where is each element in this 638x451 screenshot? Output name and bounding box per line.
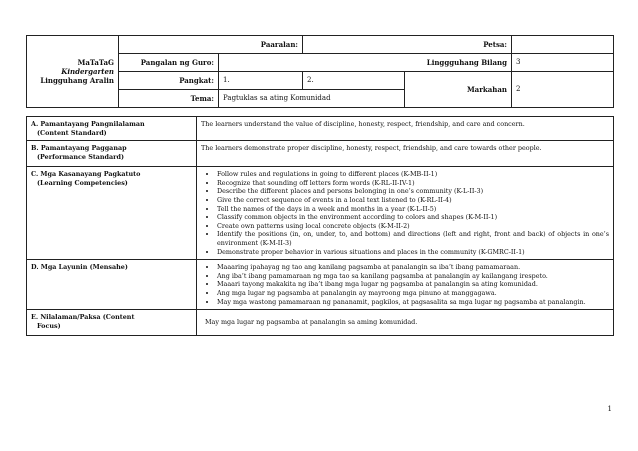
section-c-subtitle: (Learning Competencies) xyxy=(37,178,128,187)
section-a-subtitle: (Content Standard) xyxy=(37,128,107,137)
list-item: • Recognize that sounding off letters form words (K-RL-II-IV-1) xyxy=(217,179,609,188)
section-d-label xyxy=(27,260,197,310)
guro-label: Pangalan ng Guro: xyxy=(119,54,219,72)
section-a-content: The learners understand the value of discipline, honesty, respect, friendship, and care and concern. xyxy=(197,117,614,141)
competencies-list xyxy=(201,170,609,256)
list-item: • Maaari tayong makakita ng iba’t ibang mga lugar ng pagsamba at panalangin sa ating komunidad. xyxy=(217,280,609,289)
lesson-title-cell xyxy=(27,36,119,108)
list-item: • Describe the different places and persons belonging in one’s community (K-L-II-3) xyxy=(217,187,609,196)
petsa-label-text: Petsa: xyxy=(483,40,508,49)
list-item: • Ang iba’t ibang pamamaraan ng mga tao sa kanilang pagsamba at panalangin ay kailangang irespeto. xyxy=(217,272,609,281)
lesson-title-line2: Kindergarten xyxy=(61,67,114,76)
lesson-title-line1: MaTaTaG xyxy=(77,58,114,67)
markahan-label: Markahan xyxy=(405,72,512,108)
list-item: • Tell the names of the days in a week and months in a year (K-L-II-5) xyxy=(217,205,609,214)
bilang-value: 3 xyxy=(512,54,614,72)
section-b-subtitle: (Performance Standard) xyxy=(37,152,125,161)
lesson-content-table xyxy=(26,116,614,336)
list-item: • Maaaring ipahayag ng tao ang kanilang pagsamba at panalangin sa iba’t ibang pamamaraan. xyxy=(217,263,609,272)
list-item: • Ang mga lugar ng pagsamba at panalangin ay mayroong mga pinuno at manggagawa. xyxy=(217,289,609,298)
section-e-content: May mga lugar ng pagsamba at panalangin sa aming komunidad. xyxy=(197,310,614,336)
list-item: • Give the correct sequence of events in a local text listened to (K-RL-II-4) xyxy=(217,196,609,205)
section-d-title: D. Mga Layunin (Mensahe) xyxy=(31,263,128,272)
section-c-content xyxy=(197,167,614,260)
pangkat-label: Pangkat: xyxy=(119,72,219,90)
list-item: • May mga wastong pamamaraan ng pananamit, pagkilos, at pagsasalita sa mga lugar ng pagsamba at panalangin. xyxy=(217,298,609,307)
paaralan-label: Paaralan: xyxy=(119,36,303,54)
markahan-value: 2 xyxy=(512,72,614,108)
pangkat-2: 2. xyxy=(303,72,405,90)
tema-value: Pagtuklas sa ating Komunidad xyxy=(219,90,405,108)
list-item: • Demonstrate proper behavior in various situations and places in the community (K-GMRC-II-1) xyxy=(217,248,609,257)
section-a-title: A. Pamantayang Pangnilalaman xyxy=(31,120,145,128)
lesson-title-line3: Lingguhang Aralin xyxy=(40,76,114,85)
bilang-label: Linggguhang Bilang xyxy=(426,58,508,67)
list-item: • Create own patterns using local concrete objects (K-M-II-2) xyxy=(217,222,609,231)
section-e-label xyxy=(27,310,197,336)
list-item: • Follow rules and regulations in going to different places (K-MB-II-1) xyxy=(217,170,609,179)
list-item: • Identify the positions (in, on, under, to, and bottom) and directions (left and right, front and back) of objects in one’s environment (K-M-II-3) xyxy=(217,230,609,247)
list-item: • Classify common objects in the environment according to colors and shapes (K-M-II-1) xyxy=(217,213,609,222)
petsa-value xyxy=(512,36,614,54)
objectives-list xyxy=(201,263,609,306)
section-e-title: E. Nilalaman/Paksa (Content xyxy=(31,313,135,322)
section-e-subtitle: Focus) xyxy=(37,321,61,330)
section-c-title: C. Mga Kasanayang Pagkatuto xyxy=(31,170,141,179)
section-b-content: The learners demonstrate proper discipline, honesty, respect, friendship, and care towards other people. xyxy=(197,141,614,167)
section-c-label xyxy=(27,167,197,260)
bilang-label-cell xyxy=(219,54,512,72)
tema-label: Tema: xyxy=(119,90,219,108)
petsa-label xyxy=(303,36,512,54)
section-b-title: B. Pamantayang Pagganap xyxy=(31,144,127,153)
section-a-label xyxy=(27,117,197,141)
pangkat-1: 1. xyxy=(219,72,303,90)
section-b-label xyxy=(27,141,197,167)
page-number: 1 xyxy=(607,405,612,413)
header-table xyxy=(26,35,614,108)
section-d-content xyxy=(197,260,614,310)
